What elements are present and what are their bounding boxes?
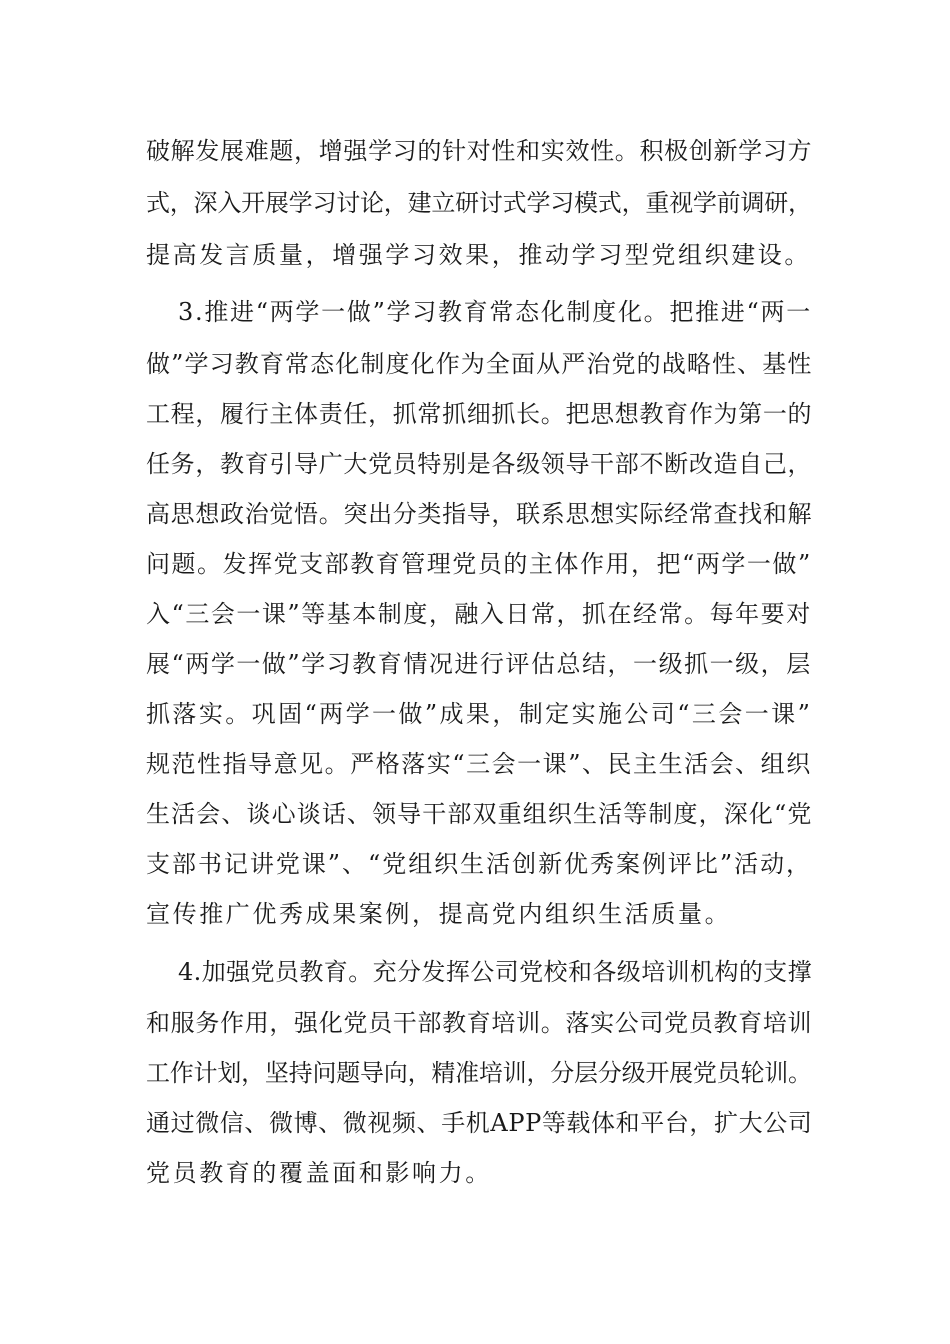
text-line: 式，深入开展学习讨论，建立研讨式学习模式，重视学前调研，: [146, 189, 812, 217]
text-line: 问题。发挥党支部教育管理党员的主体作用，把“两学一做”: [146, 550, 812, 578]
text-line: 规范性指导意见。严格落实“三会一课”、民主生活会、组织: [146, 750, 812, 778]
text-line: 做”学习教育常态化制度化作为全面从严治党的战略性、基性: [146, 350, 813, 378]
text-line: 工程，履行主体责任，抓常抓细抓长。把思想教育作为第一的: [146, 400, 813, 428]
text-line: 通过微信、微博、微视频、手机APP等载体和平台，扩大公司: [146, 1109, 813, 1137]
text-line: 生活会、谈心谈话、领导干部双重组织生活等制度，深化“党: [146, 800, 813, 828]
text-line: 宣传推广优秀成果案例，提高党内组织生活质量。: [146, 900, 732, 928]
text-line: 抓落实。巩固“两学一做”成果，制定实施公司“三会一课”: [146, 700, 813, 728]
text-line: 展“两学一做”学习教育情况进行评估总结，一级抓一级，层: [146, 650, 812, 678]
text-line: 高思想政治觉悟。突出分类指导，联系思想实际经常查找和解: [146, 500, 813, 528]
section-heading-4: 4.加强党员教育。充分发挥公司党校和各级培训机构的支撑: [178, 958, 813, 986]
text-line: 破解发展难题，增强学习的针对性和实效性。积极创新学习方: [146, 137, 813, 165]
text-line: 任务，教育引导广大党员特别是各级领导干部不断改造自己，: [146, 450, 813, 478]
text-line: 工作计划，坚持问题导向，精准培训，分层分级开展党员轮训。: [146, 1059, 812, 1087]
text-line: 党员教育的覆盖面和影响力。: [146, 1159, 492, 1187]
text-line: 提高发言质量，增强学习效果，推动学习型党组织建设。: [146, 241, 811, 269]
text-line: 和服务作用，强化党员干部教育培训。落实公司党员教育培训: [146, 1009, 813, 1037]
text-line: 支部书记讲党课”、“党组织生活创新优秀案例评比”活动，: [146, 850, 813, 878]
section-heading-3: 3.推进“两学一做”学习教育常态化制度化。把推进“两一: [178, 298, 812, 326]
text-line: 入“三会一课”等基本制度，融入日常，抓在经常。每年要对: [146, 600, 812, 628]
